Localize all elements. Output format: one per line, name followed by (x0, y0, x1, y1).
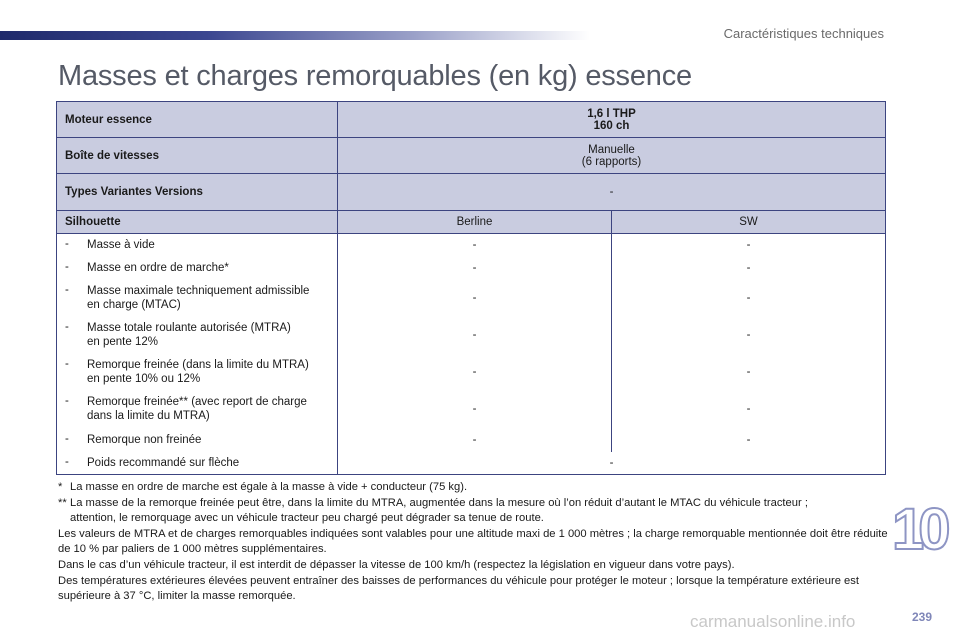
table-row: - Remorque freinée** (avec report de charge dans la limite du MTRA) - - (57, 391, 886, 428)
engine-value-line2: 160 ch (593, 119, 630, 132)
header-gradient-bar (0, 31, 590, 40)
note-temperature: Des températures extérieures élevées peuvent entraîner des baisses de performances du véhicule pour protéger le moteur ; lorsque la température extérieure est supérieure à 37 °C, limiter la masse remorquée. (58, 574, 859, 603)
body-label: Silhouette (57, 211, 338, 234)
cell-berline: - (338, 428, 612, 452)
row-engine (57, 102, 886, 138)
cell-sw: - (746, 433, 751, 446)
chapter-number: 10 (892, 497, 945, 562)
engine-value (338, 102, 886, 138)
section-title: Caractéristiques techniques (723, 26, 884, 41)
table-row: - Masse à vide - - (57, 234, 886, 257)
specs-table (56, 101, 886, 475)
gearbox-label: Boîte de vitesses (57, 138, 338, 174)
footnote-2: ** La masse de la remorque freinée peut être, dans la limite du MTRA, augmentée dans la mesure où l’on réduit d’autant le MTAC du véhicule tracteur ; (58, 496, 808, 509)
types-label: Types Variantes Versions (57, 174, 338, 211)
cell-berline: - (338, 391, 612, 428)
watermark: carmanualsonline.info (690, 612, 856, 631)
cell-sw: - (746, 329, 751, 341)
note-altitude: Les valeurs de MTRA et de charges remorquables indiquées sont valables pour une altitude maxi de 1 000 mètres ; la charge remorquable mentionnée doit être réduite de 10 % par paliers de 1 000 mètres supplémentaires. (58, 527, 888, 556)
table-row: - Masse maximale techniquement admissible en charge (MTAC) - - (57, 280, 886, 317)
cell-sw: - (746, 262, 751, 274)
cell-sw: - (746, 239, 751, 252)
cell-berline: - (338, 280, 612, 317)
cell-berline: - (338, 317, 612, 354)
engine-label: Moteur essence (57, 102, 338, 138)
cell-berline: - (338, 257, 612, 280)
cell-sw: - (746, 366, 751, 378)
gearbox-value (338, 138, 886, 174)
types-value: - (338, 174, 886, 211)
cell-tongue-weight: - (609, 456, 614, 469)
table-row: - Remorque non freinée - - (57, 428, 886, 452)
page-title: Masses et charges remorquables (en kg) essence (58, 60, 692, 92)
note-speed: Dans le cas d’un véhicule tracteur, il est interdit de dépasser la vitesse de 100 km/h (respectez la législation en vigueur dans votre pays). (58, 558, 735, 571)
row-types (57, 174, 886, 211)
body-col2: SW (612, 211, 886, 234)
cell-berline: - (338, 354, 612, 391)
cell-sw: - (746, 403, 751, 415)
page-number: 239 (912, 610, 933, 624)
notes-block (58, 480, 888, 605)
table-row-last: - Poids recommandé sur flèche - (57, 452, 886, 475)
row-body (57, 211, 886, 234)
footnote-1: * La masse en ordre de marche est égale à la masse à vide + conducteur (75 kg). (58, 481, 468, 493)
table-row: - Masse en ordre de marche* - - (57, 257, 886, 280)
gearbox-value-line1: Manuelle (588, 143, 635, 156)
table-row: - Remorque freinée (dans la limite du MTRA) en pente 10% ou 12% - - (57, 354, 886, 391)
footnote-2-cont: attention, le remorquage avec un véhicule tracteur peu chargé peut dégrader sa tenue de route. (70, 512, 544, 525)
row-gearbox (57, 138, 886, 174)
engine-value-line1: 1,6 l THP (587, 107, 636, 120)
body-col1: Berline (338, 211, 612, 234)
table-row: - Masse totale roulante autorisée (MTRA) en pente 12% - - (57, 317, 886, 354)
cell-berline: - (338, 234, 612, 257)
cell-sw: - (746, 292, 751, 304)
gearbox-value-line2: (6 rapports) (581, 155, 642, 168)
